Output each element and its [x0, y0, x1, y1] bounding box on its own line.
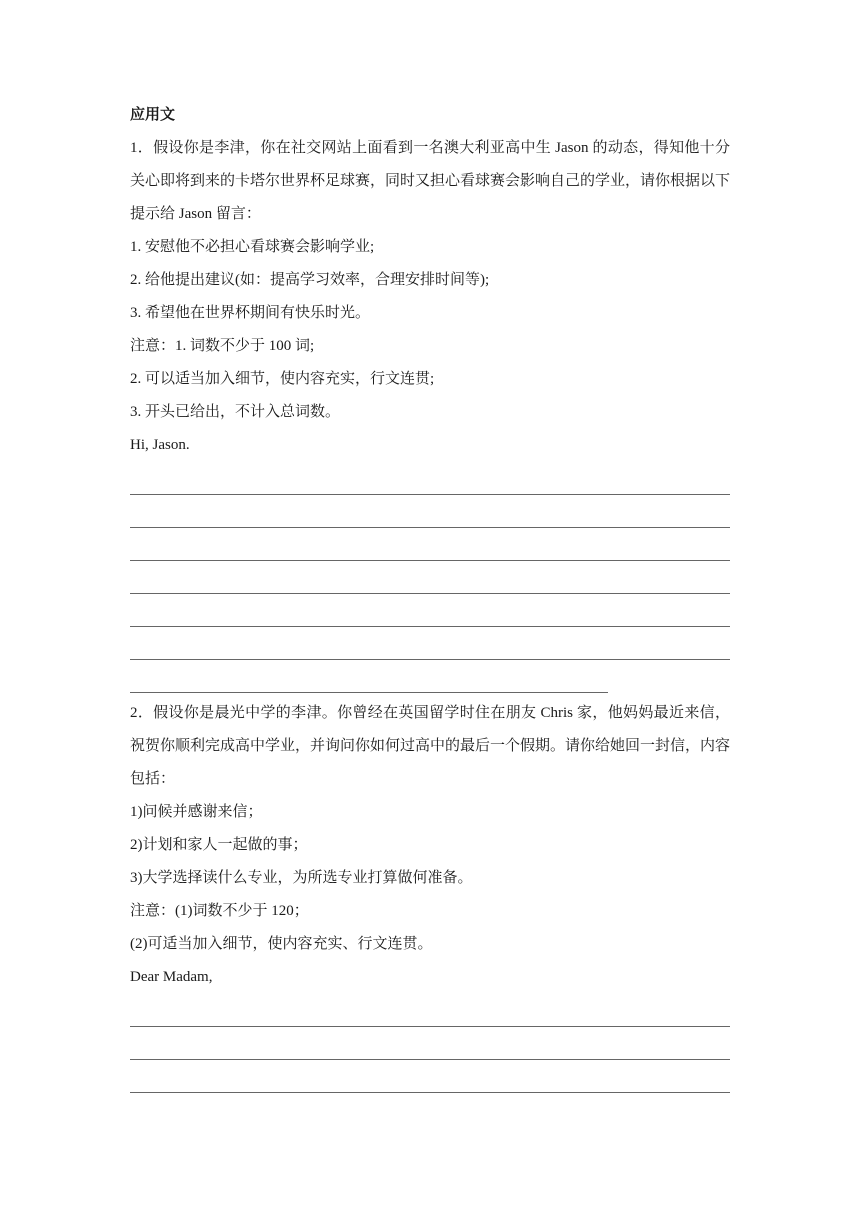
- answer-line[interactable]: [130, 495, 730, 528]
- answer-line-short[interactable]: [130, 660, 608, 693]
- answer-line[interactable]: [130, 561, 730, 594]
- q2-point-2: 2)计划和家人一起做的事；: [130, 837, 308, 853]
- q2-prompt: 2．假设你是晨光中学的李津。你曾经在英国留学时住在朋友 Chris 家，他妈妈最近来信，祝贺你顺利完成高中学业，并询问你如何过高中的最后一个假期。请你给她回一封信，内容包括：: [130, 705, 731, 787]
- q1-note-3: 3. 开头已给出，不计入总词数。: [130, 404, 341, 420]
- question-2: [130, 697, 730, 1093]
- q1-opening: Hi, Jason.: [130, 437, 190, 453]
- q2-note-1: 注意：(1)词数不少于 120；: [130, 903, 309, 919]
- answer-line[interactable]: [130, 1027, 730, 1060]
- q1-point-2: 2. 给他提出建议(如：提高学习效率，合理安排时间等);: [130, 272, 490, 288]
- q2-opening: Dear Madam,: [130, 969, 213, 985]
- q1-note-2: 2. 可以适当加入细节，使内容充实，行文连贯;: [130, 371, 435, 387]
- answer-line[interactable]: [130, 1060, 730, 1093]
- q1-point-3: 3. 希望他在世界杯期间有快乐时光。: [130, 305, 371, 321]
- q2-point-1: 1)问候并感谢来信；: [130, 804, 263, 820]
- q2-point-3: 3)大学选择读什么专业，为所选专业打算做何准备。: [130, 870, 473, 886]
- answer-line[interactable]: [130, 528, 730, 561]
- section-title: 应用文: [130, 107, 176, 123]
- question-1: [130, 132, 730, 693]
- q1-point-1: 1. 安慰他不必担心看球赛会影响学业;: [130, 239, 375, 255]
- answer-line[interactable]: [130, 462, 730, 495]
- answer-line[interactable]: [130, 994, 730, 1027]
- q1-note-1: 注意：1. 词数不少于 100 词;: [130, 338, 315, 354]
- document-page: [130, 104, 730, 1093]
- answer-line[interactable]: [130, 594, 730, 627]
- q2-note-2: (2)可适当加入细节，使内容充实、行文连贯。: [130, 936, 433, 952]
- answer-line[interactable]: [130, 627, 730, 660]
- q1-answer-area[interactable]: [130, 462, 730, 693]
- q1-prompt: 1．假设你是李津，你在社交网站上面看到一名澳大利亚高中生 Jason 的动态，得知他十分关心即将到来的卡塔尔世界杯足球赛，同时又担心看球赛会影响自己的学业，请你根据以下提示给 Jason 留言：: [130, 140, 731, 222]
- q2-answer-area[interactable]: [130, 994, 730, 1093]
